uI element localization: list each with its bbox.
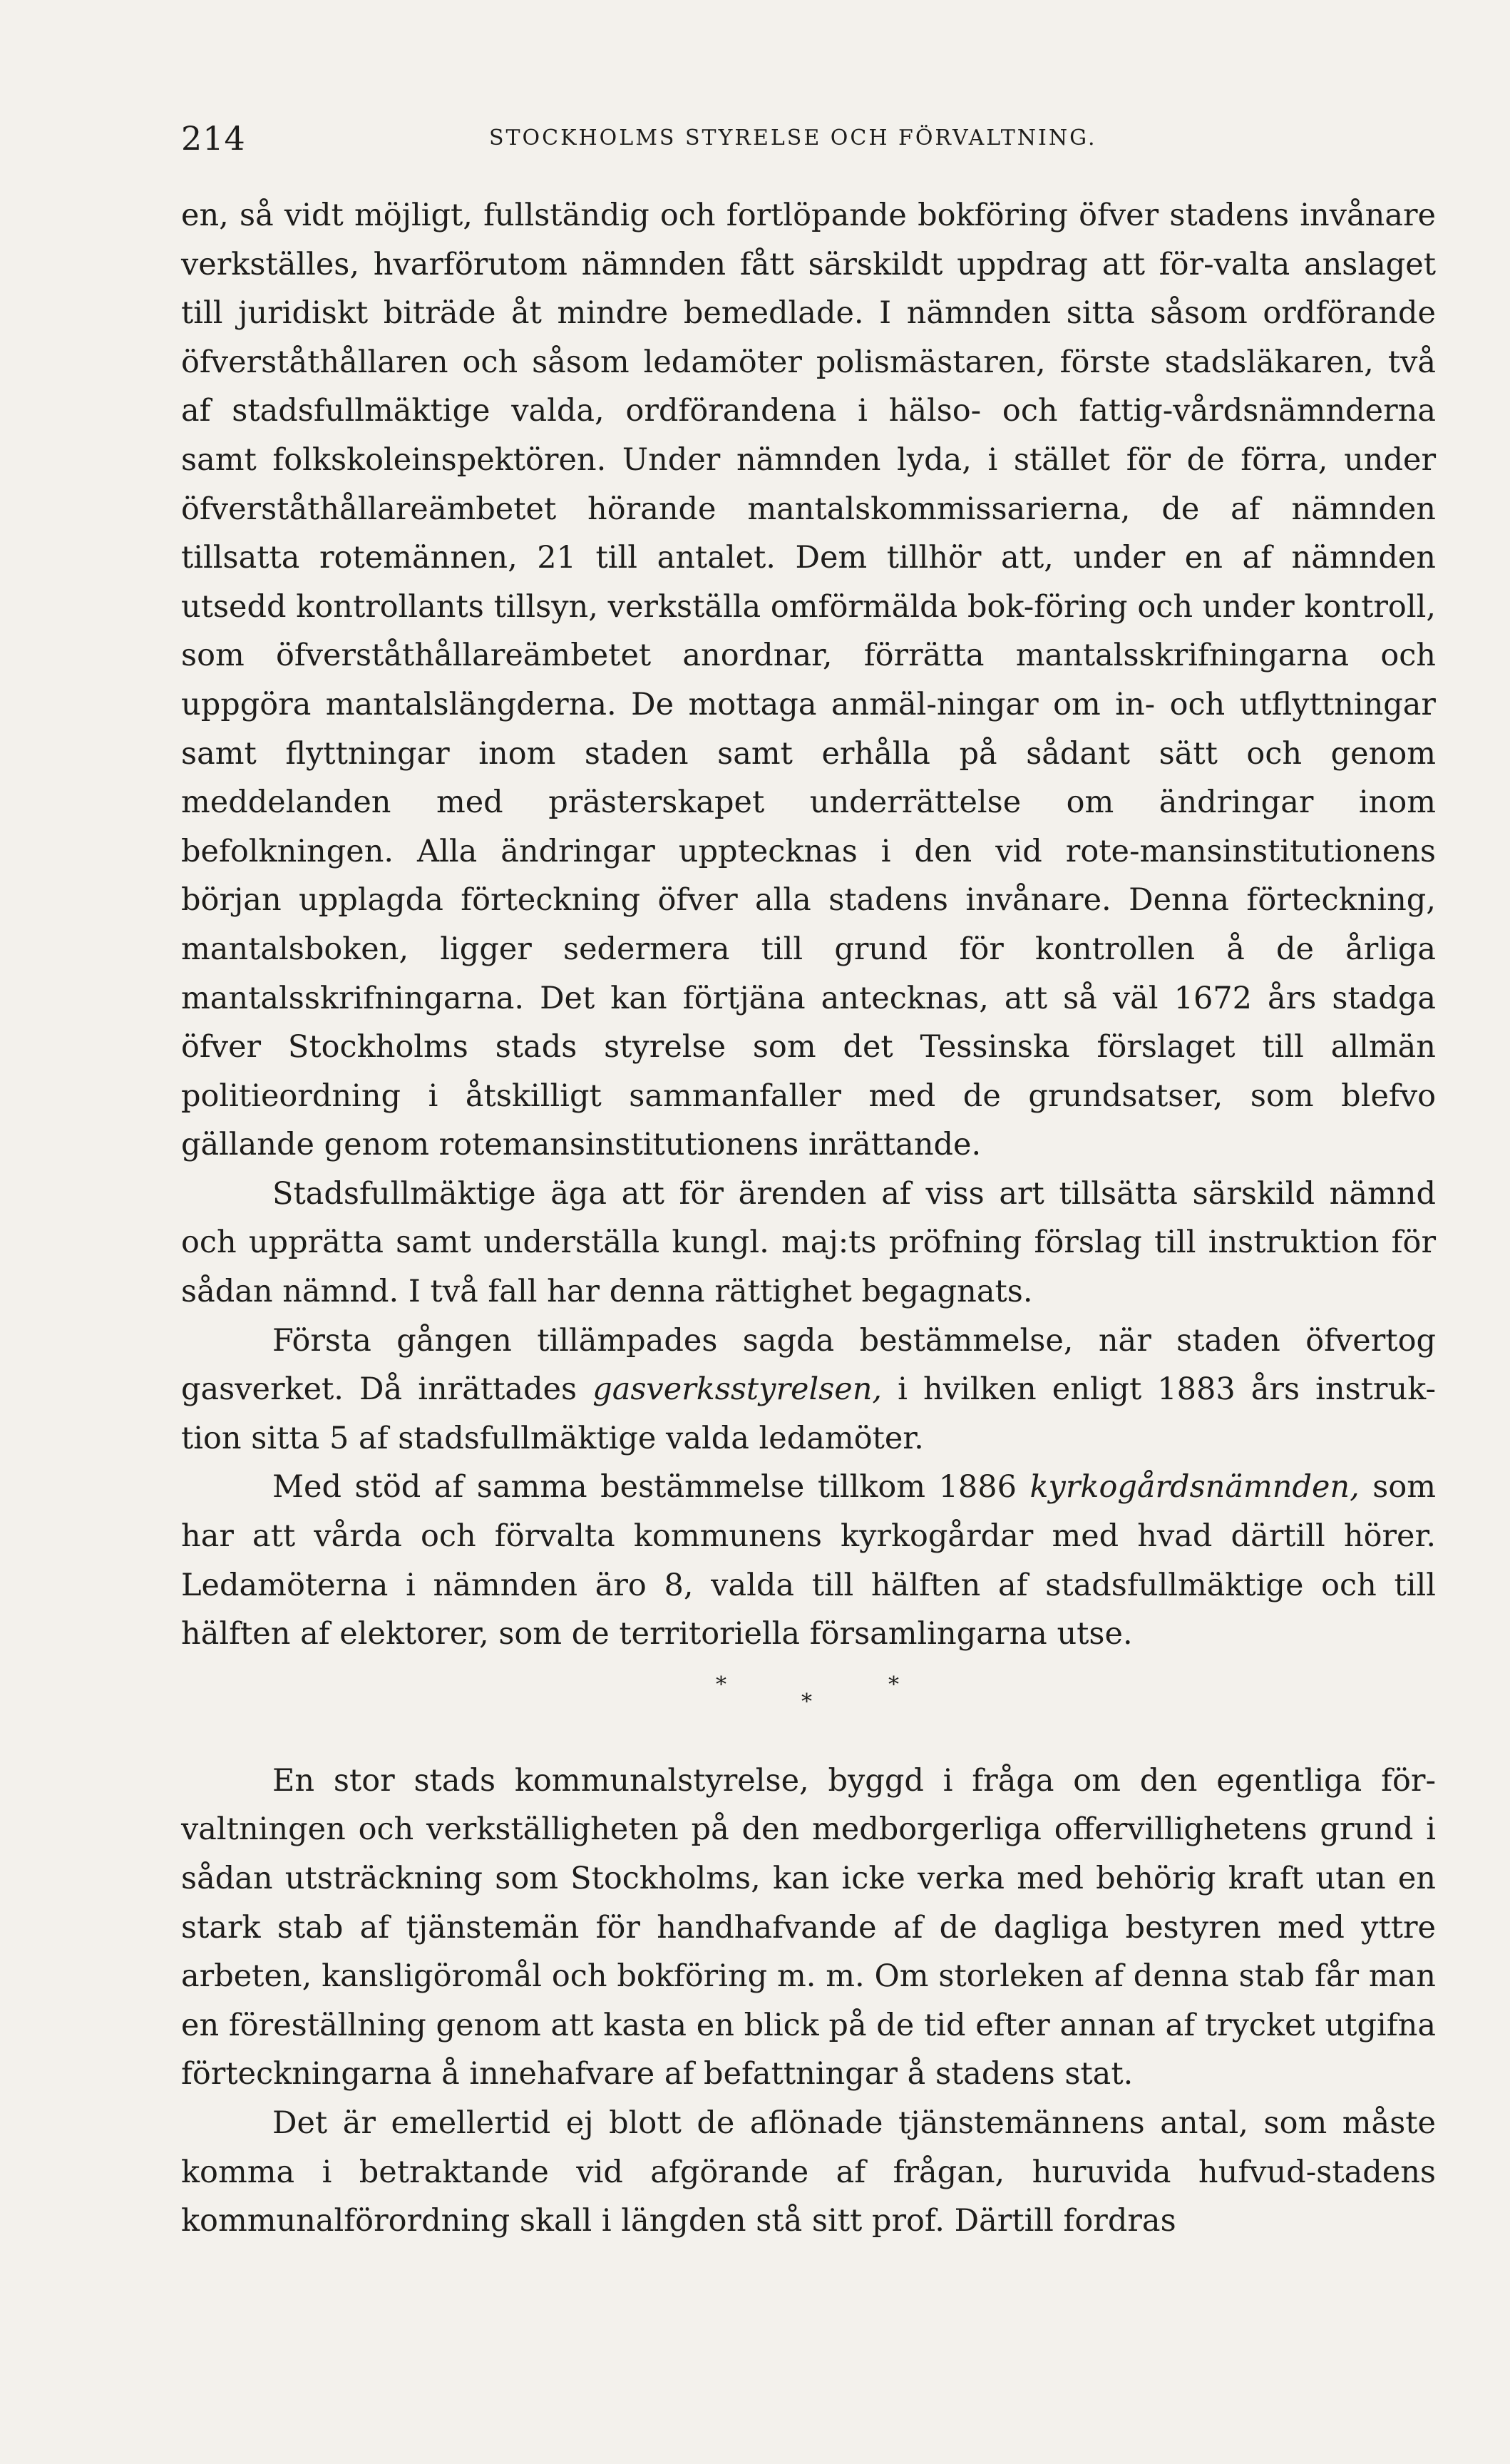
- paragraph-text: Med stöd af samma bestämmelse tillkom 1886: [272, 1469, 1030, 1506]
- paragraph-4: [181, 1463, 1436, 1658]
- paragraph-text: Det är emellertid ej blott de aflönade tjänstemännens antal, som måste komma i betraktande vid afgörande af frågan, huruvida hufvud-stadens kommunalförordning skall i längden stå sitt prof. Därtill fordras: [181, 2105, 1436, 2239]
- paragraph-1: [181, 191, 1436, 1170]
- body-text: [181, 191, 1436, 2246]
- page-header: [181, 117, 1436, 160]
- asterisk-mark: *: [888, 1672, 899, 1697]
- paragraph-6: [181, 2099, 1436, 2246]
- asterisk-mark: *: [801, 1689, 812, 1714]
- running-title: STOCKHOLMS STYRELSE OCH FÖRVALTNING.: [489, 126, 1097, 150]
- paragraph-text: i hvilken enligt 1883 års instruk-tion sitta 5 af stadsfullmäktige valda ledamöter.: [181, 1371, 1437, 1456]
- paragraph-text: En stor stads kommunalstyrelse, byggd i fråga om den egentliga för-valtningen och verkställigheten på den medborgerliga offervillighetens grund i sådan utsträckning som Stockholms, kan icke verka med behörig kraft utan en stark stab af tjänstemän för handhafvande af de dagliga bestyren med yttre arbeten, kansligöromål och bokföring m. m. Om storleken af denna stab får man en föreställning genom att kasta en blick på de tid efter annan af trycket utgifna förteckningarna å innehafvare af befattningar å stadens stat.: [181, 1762, 1436, 2092]
- section-separator: [181, 1659, 1436, 1757]
- paragraph-3: [181, 1317, 1436, 1463]
- paragraph-5: [181, 1757, 1436, 2099]
- asterisk-mark: *: [716, 1672, 726, 1697]
- paragraph-text: Stadsfullmäktige äga att för ärenden af viss art tillsätta särskild nämnd och upprätta samt underställa kungl. maj:ts pröfning förslag till instruktion för sådan nämnd. I två fall har denna rättighet begagnats.: [181, 1175, 1436, 1310]
- italic-term: gasverksstyrelsen,: [592, 1371, 883, 1408]
- paragraph-text: som har att vårda och förvalta kommunens kyrkogårdar med hvad därtill hörer. Ledamöterna i nämnden äro 8, valda till hälften af stadsfullmäktige och till hälften af elektorer, som de territoriella församlingarna utse.: [181, 1469, 1436, 1652]
- italic-term: kyrkogårdsnämnden,: [1029, 1469, 1360, 1506]
- page-number: 214: [181, 119, 246, 158]
- paragraph-2: [181, 1170, 1436, 1317]
- paragraph-text: Första gången tillämpades sagda bestämmelse, när staden öfvertog gasverket. Då inrättades: [181, 1322, 1436, 1408]
- paragraph-text: en, så vidt möjligt, fullständig och fortlöpande bokföring öfver stadens invånare verkställes, hvarförutom nämnden fått särskildt uppdrag att för-valta anslaget till juridiskt biträde åt mindre bemedlade. I nämnden sitta såsom ordförande öfverståthållaren och såsom ledamöter polismästaren, förste stadsläkaren, två af stadsfullmäktige valda, ordförandena i hälso- och fattig-vårdsnämnderna samt folkskoleinspektören. Under nämnden lyda, i stället för de förra, under öfverståthållareämbetet hörande mantalskommissarierna, de af nämnden tillsatta rotemännen, 21 till antalet. Dem tillhör att, under en af nämnden utsedd kontrollants tillsyn, verkställa omförmälda bok-föring och under kontroll, som öfverståthållareämbetet anordnar, förrätta mantalsskrifningarna och uppgöra mantalslängderna. De mottaga anmäl-ningar om in- och utflyttningar samt flyttningar inom staden samt erhålla på sådant sätt och genom meddelanden med prästerskapet underrättelse om ändringar inom befolkningen. Alla ändringar upptecknas i den vid rote-mansinstitutionens början upplagda förteckning öfver alla stadens invånare. Denna förteckning, mantalsboken, ligger sedermera till grund för kontrollen å de årliga mantalsskrifningarna. Det kan förtjäna antecknas, att så väl 1672 års stadga öfver Stockholms stads styrelse som det Tessinska förslaget till allmän politieordning i åtskilligt sammanfaller med de grundsatser, som blefvo gällande genom rotemansinstitutionens inrättande.: [181, 198, 1436, 1163]
